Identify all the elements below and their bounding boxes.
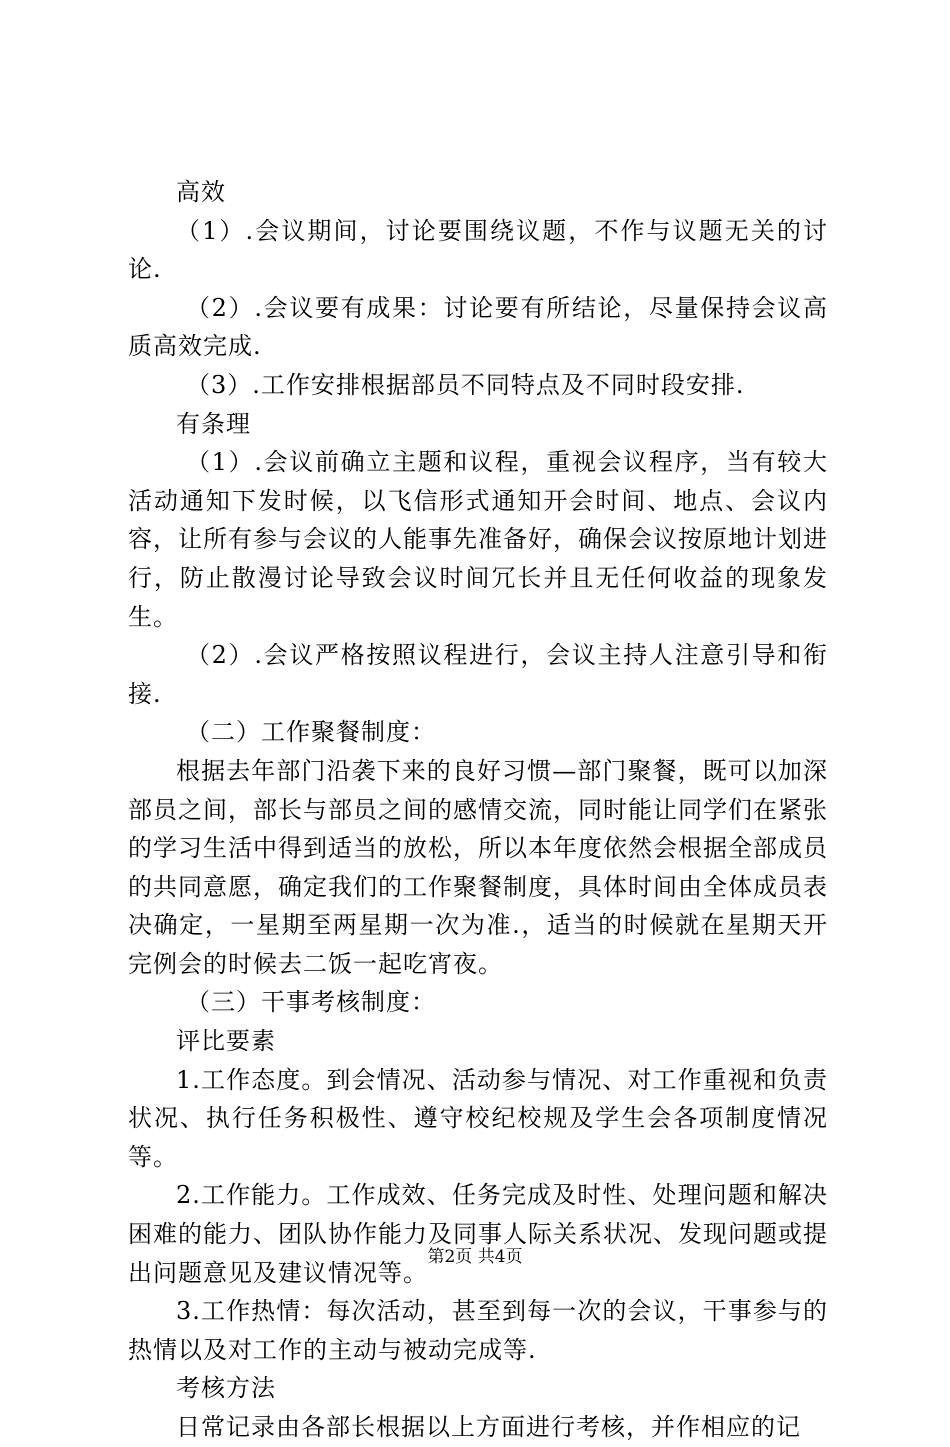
paragraph: （2）.会议严格按照议程进行，会议主持人注意引导和衔接. xyxy=(128,641,828,708)
list-item: 2.工作能力。工作成效、任务完成及时性、处理问题和解决困难的能力、团队协作能力及同事人际关系状况、发现问题或提出问题意见及建议情况等。 xyxy=(128,1181,828,1287)
heading-assessment-method: 考核方法 xyxy=(176,1374,276,1403)
paragraph: 日常记录由各部长根据以上方面进行考核，并作相应的记 xyxy=(176,1413,801,1441)
paragraph: （3）.工作安排根据部员不同特点及不同时段安排. xyxy=(186,370,745,399)
paragraph: （1）.会议期间，讨论要围绕议题，不作与议题无关的讨论. xyxy=(128,216,828,284)
list-item: 3.工作热情：每次活动，甚至到每一次的会议，干事参与的热情以及对工作的主动与被动完成等. xyxy=(128,1297,828,1364)
paragraph: （1）.会议前确立主题和议程，重视会议程序，当有较大活动通知下发时候，以飞信形式通知开会时间、地点、会议内容，让所有参与会议的人能事先准备好，确保会议按原地计划进行，防止散漫讨论导致会议时间冗长并且无任何收益的现象发生。 xyxy=(128,448,828,631)
list-item: 1.工作态度。到会情况、活动参与情况、对工作重视和负责状况、执行任务积极性、遵守校纪校规及学生会各项制度情况等。 xyxy=(128,1065,828,1171)
paragraph: 根据去年部门沿袭下来的良好习惯—部门聚餐，既可以加深部员之间，部长与部员之间的感情交流，同时能让同学们在紧张的学习生活中得到适当的放松，所以本年度依然会根据全部成员的共同意愿，确定我们的工作聚餐制度，具体时间由全体成员表决确定，一星期至两星期一次为准.，适当的时候就在星期天开完例会的时候去二饭一起吃宵夜。 xyxy=(128,756,828,978)
section-heading-dinner: （二）工作聚餐制度： xyxy=(186,718,436,747)
page-number: 第2页 共4页 xyxy=(427,1247,523,1267)
heading-evaluation-factors: 评比要素 xyxy=(176,1027,276,1056)
heading-organized: 有条理 xyxy=(176,409,251,438)
section-heading-assessment: （三）干事考核制度： xyxy=(186,988,436,1017)
paragraph: （2）.会议要有成果：讨论要有所结论，尽量保持会议高质高效完成. xyxy=(128,293,828,361)
heading-efficient: 高效 xyxy=(176,178,226,206)
